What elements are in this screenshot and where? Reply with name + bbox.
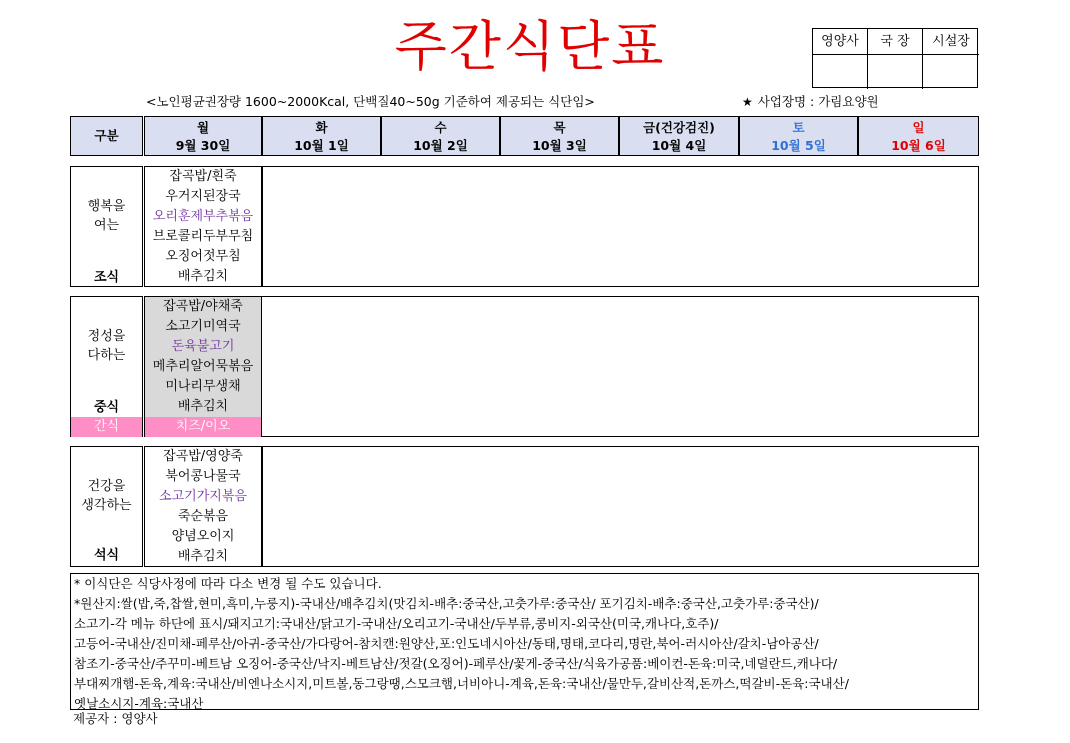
lunch-menu-mon bbox=[144, 296, 262, 437]
header-day-fri bbox=[619, 116, 739, 156]
approval-sign-nutritionist[interactable] bbox=[813, 55, 868, 89]
menu-item: 배추김치 bbox=[177, 549, 229, 564]
provider: 제공자 : 영양사 bbox=[73, 711, 158, 726]
date-label: 10월 2일 bbox=[413, 138, 468, 153]
day-label: 화 bbox=[315, 120, 328, 135]
note-line: 고등어-국내산/진미채-페루산/아귀-중국산/가다랑어-참치캔:원양산,포:인도네시아산/동태,명태,코다리,명란,북어-러시아산/갈치-남아공산/ bbox=[74, 636, 819, 651]
dinner-label-line2: 생각하는 bbox=[81, 498, 132, 513]
dinner-meal-label: 석식 bbox=[93, 548, 120, 563]
lunch-empty-area bbox=[262, 296, 979, 437]
star-icon: ★ bbox=[742, 95, 753, 109]
approval-box bbox=[812, 28, 978, 88]
dinner-menu-mon bbox=[144, 446, 262, 567]
note-line: 소고기-각 메뉴 하단에 표시/돼지고기:국내산/닭고기-국내산/오리고기-국내산/두부류,콩비지-외국산(미국,캐나다,호주)/ bbox=[74, 616, 719, 631]
lunch-label-line1: 정성을 bbox=[87, 329, 126, 344]
menu-item: 잡곡밥/영양죽 bbox=[163, 449, 243, 464]
breakfast-empty-area bbox=[262, 166, 979, 287]
date-label: 10월 3일 bbox=[532, 138, 587, 153]
site-label: 사업장명 : 가림요양원 bbox=[757, 94, 879, 109]
header-day-thu bbox=[500, 116, 619, 156]
menu-item: 잡곡밥/야채죽 bbox=[163, 299, 243, 314]
header-day-sun bbox=[858, 116, 979, 156]
lunch-meal-label: 중식 bbox=[93, 400, 120, 415]
lunch-label-cell bbox=[70, 296, 143, 437]
date-label: 10월 4일 bbox=[651, 138, 707, 153]
approval-sign-facility-head[interactable] bbox=[923, 55, 979, 89]
menu-item: 소고기미역국 bbox=[165, 319, 241, 334]
breakfast-meal-label: 조식 bbox=[93, 270, 120, 285]
note-line: 참조기-중국산/주꾸미-베트남 오징어-중국산/낙지-베트남산/젓갈(오징어)-페루산/꽃게-중국산/식육가공품:베이컨-돈육:미국,네덜란드,캐나다/ bbox=[74, 656, 838, 671]
menu-item: 배추김치 bbox=[177, 399, 229, 414]
division-label: 구분 bbox=[94, 128, 119, 143]
menu-item: 배추김치 bbox=[177, 269, 229, 284]
menu-item: 메추리알어묵볶음 bbox=[152, 359, 254, 374]
day-label: 월 bbox=[196, 120, 210, 135]
menu-item: 양념오이지 bbox=[171, 529, 235, 544]
date-label: 9월 30일 bbox=[175, 138, 231, 153]
note-line: 옛날소시지-계육:국내산 bbox=[74, 696, 204, 710]
menu-item: 우거지된장국 bbox=[165, 189, 241, 204]
day-label: 토 bbox=[792, 120, 805, 135]
approval-header-facility-head: 시설장 bbox=[923, 29, 979, 55]
date-label: 10월 5일 bbox=[771, 138, 826, 153]
dinner-label-cell bbox=[70, 446, 143, 567]
lunch-label-line2: 다하는 bbox=[87, 348, 126, 363]
day-label: 일 bbox=[912, 120, 925, 135]
note-line: 부대찌개햄-돈육,계육:국내산/비엔나소시지,미트볼,동그랑땡,스모크햄,너비아니-계육,돈육:국내산/물만두,갈비산적,돈까스,떡갈비-돈육:국내산/ bbox=[74, 676, 849, 691]
site-name bbox=[742, 92, 879, 110]
header-division bbox=[70, 116, 143, 156]
date-label: 10월 1일 bbox=[294, 138, 349, 153]
origin-notes bbox=[70, 573, 979, 710]
menu-item: 죽순볶음 bbox=[177, 509, 229, 524]
breakfast-label-cell bbox=[70, 166, 143, 287]
approval-header-nutritionist: 영양사 bbox=[813, 29, 868, 55]
menu-item: 브로콜리두부무침 bbox=[152, 229, 254, 244]
approval-sign-director[interactable] bbox=[868, 55, 923, 89]
day-label: 목 bbox=[553, 120, 566, 135]
day-label: 금(건강검진) bbox=[643, 120, 715, 135]
approval-header-director: 국 장 bbox=[868, 29, 923, 55]
breakfast-label-line2: 여는 bbox=[93, 218, 120, 233]
date-label: 10월 6일 bbox=[891, 138, 946, 153]
menu-item: 오징어젓무침 bbox=[165, 249, 241, 264]
breakfast-label-line1: 행복을 bbox=[87, 199, 126, 214]
day-label: 수 bbox=[434, 120, 447, 135]
dinner-label-line1: 건강을 bbox=[87, 479, 126, 494]
note-line: * 이식단은 식당사정에 따라 다소 변경 될 수도 있습니다. bbox=[74, 576, 382, 591]
subtitle: <노인평균권장량 1600~2000Kcal, 단백질40~50g 기준하여 제공되는 식단임> bbox=[146, 94, 595, 109]
page-title: 주간식단표 bbox=[394, 15, 666, 78]
menu-item: 북어콩나물국 bbox=[165, 469, 241, 484]
header-day-tue bbox=[262, 116, 381, 156]
snack-label: 간식 bbox=[71, 417, 142, 437]
dinner-empty-area bbox=[262, 446, 979, 567]
menu-item-main: 오리훈제부추볶음 bbox=[152, 209, 254, 224]
header-day-mon bbox=[144, 116, 262, 156]
snack-item: 치즈/이오 bbox=[145, 417, 261, 437]
breakfast-menu-mon bbox=[144, 166, 262, 287]
menu-item: 잡곡밥/흰죽 bbox=[169, 169, 237, 184]
menu-item: 미나리무생채 bbox=[165, 379, 241, 394]
header-day-sat bbox=[739, 116, 858, 156]
note-line: *원산지:쌀(밥,죽,찹쌀,현미,흑미,누룽지)-국내산/배추김치(맛김치-배추:중국산,고춧가루:중국산/ 포기김치-배추:중국산,고춧가루:중국산)/ bbox=[74, 596, 819, 611]
header-day-wed bbox=[381, 116, 500, 156]
menu-item-main: 돈육불고기 bbox=[171, 339, 235, 354]
menu-item-main: 소고기가지볶음 bbox=[159, 489, 247, 504]
